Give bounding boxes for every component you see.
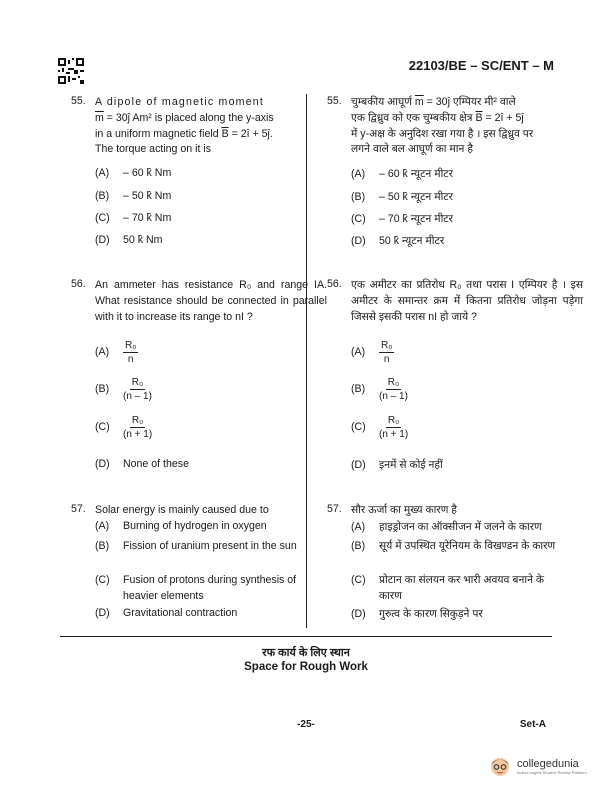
q55-option-a-hi[interactable]: (A) – 60 k̂ न्यूटन मीटर [351,168,453,180]
q56-option-c-hi[interactable]: (C) $\frac{\text{R₀}}{(n + 1)}$ [351,415,409,440]
q57-option-d[interactable]: (D) Gravitational contraction [95,607,238,619]
q57-text-hi: सौर ऊर्जा का मुख्य कारण है [351,504,457,516]
q55-number-hi: 55. [327,95,342,107]
q56-number-hi: 56. [327,278,342,290]
brand-tagline: India's largest Student Review Platform [517,769,587,775]
q55-option-b[interactable]: (B) – 50 k̂ Nm [95,190,172,202]
q56-option-b[interactable]: (B) $\frac{\text{R₀}}{(n - 1)}$ [95,377,152,402]
q57-number: 57. [71,503,86,515]
q55-option-d-hi[interactable]: (D) 50 k̂ न्यूटन मीटर [351,235,445,247]
q55-option-a[interactable]: (A) – 60 k̂ Nm [95,167,172,179]
q57-option-b-hi[interactable]: (B) सूर्य में उपस्थित यूरेनियम के विखण्डन के कारण [351,540,556,552]
q57-text: Solar energy is mainly caused due to [95,504,269,516]
rough-work-heading-hi: रफ कार्य के लिए स्थान [262,647,350,659]
q56-option-a[interactable]: (A) $\frac{\text{R₀}}{n}$ [95,340,137,365]
q55-option-c-hi[interactable]: (C) – 70 k̂ न्यूटन मीटर [351,213,453,225]
q55-text-hi: चुम्बकीय आघूर्ण $\overline{m}$ = 30ĵ एम्पियर मी² वाले एक द्विध्रुव को एक चुम्बकीय क्षेत्र $\overline{B}$ = 2î + 5ĵ में y-अक्ष के अनुदिश रखा गया है । इस द्विध्रुव पर लगने वाले बल आघूर्ण का मान है [351,96,534,156]
brand-name: collegedunia [517,757,579,770]
q57-hindi [327,503,583,620]
rough-work-divider [60,636,552,637]
q56-text-hi: एक अमीटर का प्रतिरोध R₀ तथा परास I एम्पियर है । इस अमीटर के समान्तर क्रम में कितना प्रतिरोध जोड़ना पड़ेगा जिससे इसकी परास nI हो जाये ? [351,279,583,323]
mascot-icon [486,752,514,780]
collegedunia-logo[interactable] [486,752,587,780]
q56-option-d[interactable]: (D) None of these [95,458,189,470]
q55-number: 55. [71,95,86,107]
q55-option-b-hi[interactable]: (B) – 50 k̂ न्यूटन मीटर [351,191,453,203]
q57-option-a-hi[interactable]: (A) हाइड्रोजन का ऑक्सीजन में जलने के कारण [351,521,542,533]
q56-english [71,278,327,470]
q57-option-c[interactable]: (C) Fusion of protons during synthesis of heavier elements [95,574,297,602]
page-number: -25- [297,719,315,730]
q56-text: An ammeter has resistance R₀ and range IA. What resistance should be connected in parallel with it to increase its range to nI ? [95,279,327,323]
q57-english [71,503,327,619]
q56-option-d-hi[interactable]: (D) इनमें से कोई नहीं [351,459,443,471]
q57-option-d-hi[interactable]: (D) गुरुत्व के कारण सिकुड़ने पर [351,608,483,620]
paper-code: 22103/BE – SC/ENT – M [408,58,554,73]
q57-option-b[interactable]: (B) Fission of uranium present in the sun [95,540,297,552]
set-label: Set-A [519,719,546,730]
q56-number: 56. [71,278,86,290]
q55-text: A dipole of magnetic moment $\overline{m}$ = 30ĵ Am² is placed along the y-axis in a uniform magnetic field $\overline{B}$ = 2î + 5ĵ. The torque acting on it is [95,96,274,156]
q55-english [71,95,327,246]
q55-hindi [327,95,583,247]
q57-option-c-hi[interactable]: (C) प्रोटान का संलयन कर भारी अवयव बनाने के कारण [351,574,545,602]
qr-code-icon [58,58,84,84]
rough-work-heading: Space for Rough Work [244,661,368,673]
q57-option-a[interactable]: (A) Burning of hydrogen in oxygen [95,520,267,532]
q56-option-c[interactable]: (C) $\frac{\text{R₀}}{(n + 1)}$ [95,415,153,440]
q55-option-c[interactable]: (C) – 70 k̂ Nm [95,212,172,224]
q57-number-hi: 57. [327,503,342,515]
q56-option-b-hi[interactable]: (B) $\frac{\text{R₀}}{(n - 1)}$ [351,377,408,402]
q56-hindi [327,278,583,471]
q55-option-d[interactable]: (D) 50 k̂ Nm [95,234,163,246]
q56-option-a-hi[interactable]: (A) $\frac{\text{R₀}}{n}$ [351,340,393,365]
